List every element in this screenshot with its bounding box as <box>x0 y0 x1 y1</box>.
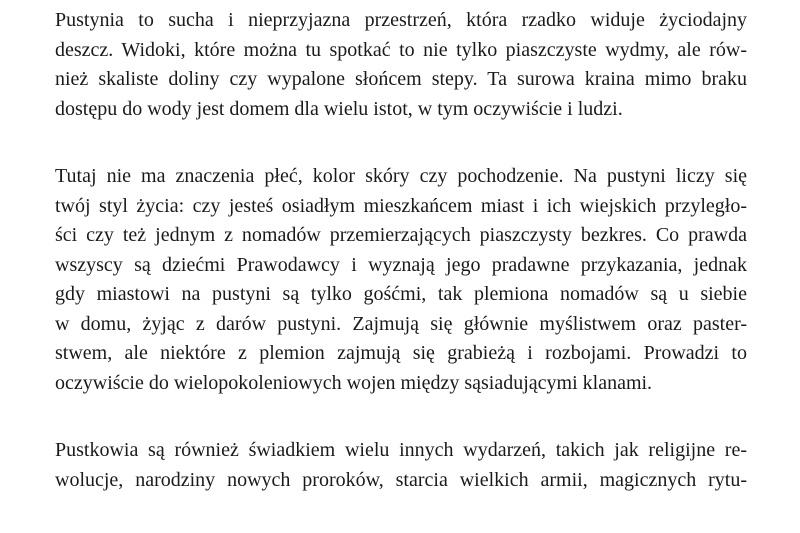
text-line: gdy miastowi na pustyni są tylko gośćmi, tak plemiona nomadów są u siebie <box>55 283 747 305</box>
text-column <box>55 6 747 533</box>
text-line: oczywiście do wielopokoleniowych wojen między sąsiadującymi klanami. <box>55 371 653 394</box>
text-line: wszyscy są dziećmi Prawodawcy i wyznają jego pradawne przykazania, jednak <box>55 253 747 276</box>
text-line: nież skaliste doliny czy wypalone słońcem stepy. Ta surowa kraina mimo braku <box>55 68 747 90</box>
paragraph-2 <box>55 162 747 398</box>
text-line: w domu, żyjąc z darów pustyni. Zajmują się głównie myślistwem oraz paster- <box>55 312 747 335</box>
text-line: stwem, ale niektóre z plemion zajmują się grabieżą i rozbojami. Prowadzi to <box>55 342 747 364</box>
paragraph-1 <box>55 6 747 124</box>
text-line: deszcz. Widoki, które można tu spotkać to nie tylko piaszczyste wydmy, ale rów- <box>55 38 747 61</box>
text-line: ści czy też jednym z nomadów przemierzających piaszczysty bezkres. Co prawda <box>55 224 747 246</box>
text-line: Tutaj nie ma znaczenia płeć, kolor skóry czy pochodzenie. Na pustyni liczy się <box>55 165 747 187</box>
text-line: Pustynia to sucha i nieprzyjazna przestrzeń, która rzadko widuje życiodajny <box>55 9 747 31</box>
text-line: Pustkowia są również świadkiem wielu innych wydarzeń, takich jak religijne re- <box>55 439 747 461</box>
text-line: dostępu do wody jest domem dla wielu istot, w tym oczywiście i ludzi. <box>55 97 623 120</box>
text-line: wolucje, narodziny nowych proroków, starcia wielkich armii, magicznych rytu- <box>55 468 747 491</box>
text-line: twój styl życia: czy jesteś osiadłym mieszkańcem miast i ich wiejskich przyległo- <box>55 194 747 217</box>
paragraph-3 <box>55 436 747 495</box>
